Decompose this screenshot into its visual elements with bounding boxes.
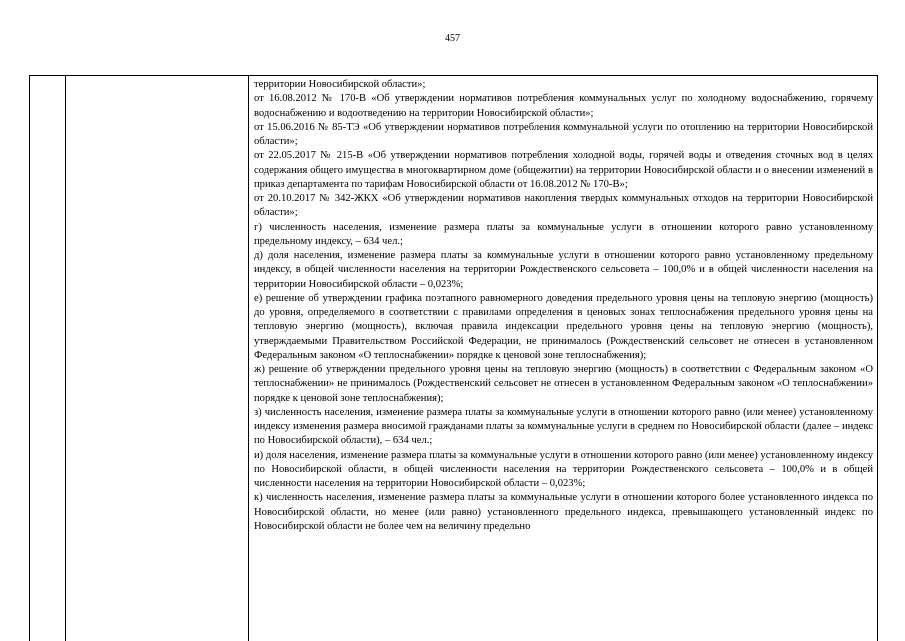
paragraph: от 20.10.2017 № 342-ЖКХ «Об утверждении нормативов накопления твердых коммунальных отходов на территории Новосибирской области»; xyxy=(254,193,873,219)
paragraph: е) решение об утверждении графика поэтапного равномерного доведения предельного уровня цены на тепловую энергию (мощность) до уровня, определяемого в соответствии с правилами определения в ценовых зонах теплоснабжения предельного уровня цены на тепловую энергию (мощность), включая правила индексации предельного уровня цены на тепловую энергию (мощность), утверждаемыми Правительством Российской Федерации, не принималось (Рождественский сельсовет не отнесен в установленном Федеральным законом «О теплоснабжении» порядке к ценовой зоне теплоснабжения); xyxy=(254,292,873,361)
paragraph: от 22.05.2017 № 215-В «Об утверждении нормативов потребления холодной воды, горячей воды и отведения сточных вод в целях содержания общего имущества в многоквартирном доме (общежитии) на территории Новосибирской области и о внесении изменений в приказ департамента по тарифам Новосибирской области от 16.08.2012 № 170-В»; xyxy=(254,150,873,190)
paragraph: ж) решение об утверждении предельного уровня цены на тепловую энергию (мощность) в соответствии с Федеральным законом «О теплоснабжении» не принималось (Рождественский сельсовет не отнесен в установленном Федеральным законом «О теплоснабжении» порядке к ценовой зоне теплоснабжения); xyxy=(254,364,873,404)
document-table xyxy=(29,75,878,641)
paragraph: от 16.08.2012 № 170-В «Об утверждении нормативов потребления коммунальных услуг по холодному водоснабжению, горячему водоснабжению и водоотведению на территории Новосибирской области»; xyxy=(254,93,873,119)
paragraph: д) доля населения, изменение размера платы за коммунальные услуги в отношении которого равно установленному предельному индексу, в общей численности населения на территории Рождественского сельсовета – 100,0% и в общей численности населения на территории Новосибирской области – 0,023%; xyxy=(254,250,873,290)
paragraph: и) доля населения, изменение размера платы за коммунальные услуги в отношении которого равно (или менее) установленному индексу по Новосибирской области, в общей численности населения на территории Рождественского сельсовета – 100,0% и в общей численности населения на территории Новосибирской области – 0,023%; xyxy=(254,449,873,489)
paragraph: территории Новосибирской области»; xyxy=(254,79,426,90)
table-column-name xyxy=(66,76,249,641)
paragraph: г) численность населения, изменение размера платы за коммунальные услуги в отношении которого равно установленному предельному индексу, – 634 чел.; xyxy=(254,221,873,247)
table-column-number xyxy=(30,76,66,641)
paragraph: з) численность населения, изменение размера платы за коммунальные услуги в отношении которого равно (или менее) установленному индексу изменения размера вносимой гражданами платы за коммунальные услуги в среднем по Новосибирской области (далее – индекс по Новосибирской области), – 634 чел.; xyxy=(254,406,873,447)
table-cell-content xyxy=(254,78,873,534)
paragraph: к) численность населения, изменение размера платы за коммунальные услуги в отношении которого более установленного индекса по Новосибирской области, но менее (или равно) установленного предельного индекса, превышающего установленный индекс по Новосибирской области не более чем на величину предельно xyxy=(254,492,873,532)
paragraph: от 15.06.2016 № 85-ТЭ «Об утверждении нормативов потребления коммунальной услуги по отоплению на территории Новосибирской области»; xyxy=(254,121,873,147)
page-number: 457 xyxy=(445,33,460,44)
